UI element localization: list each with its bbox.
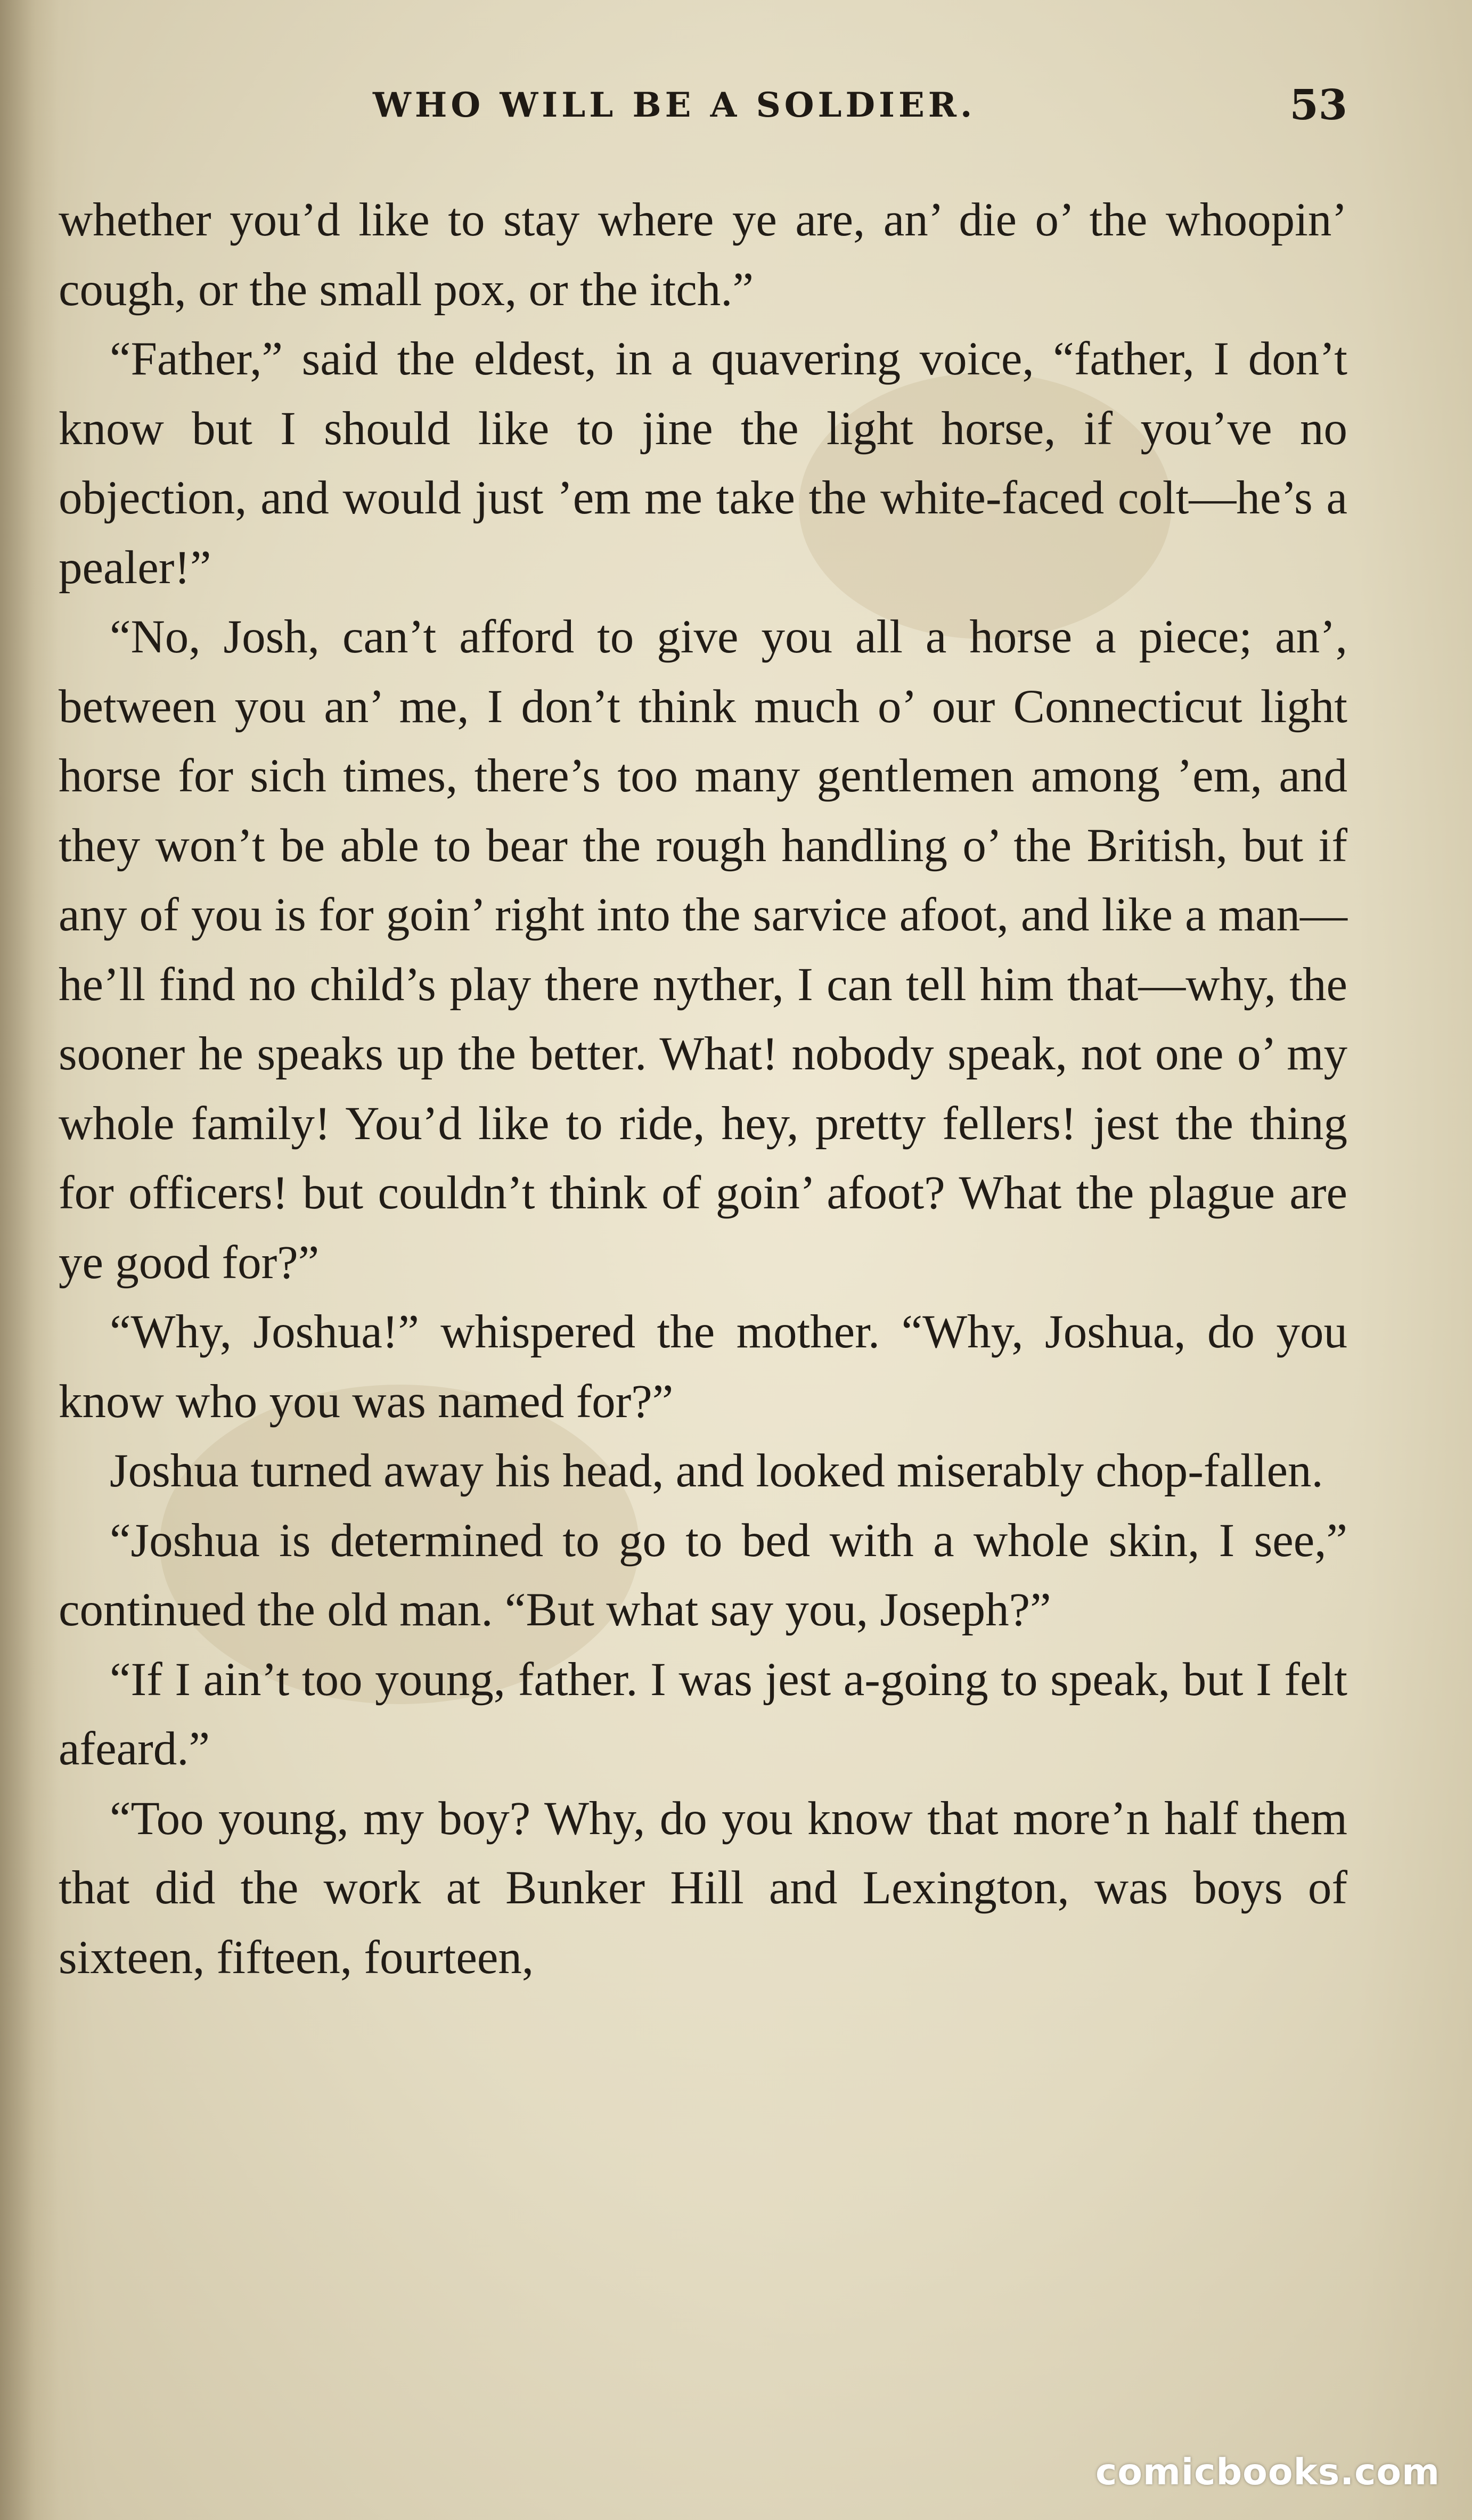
paragraph: “Joshua is determined to go to bed with a whole skin, I see,” continued the old man. “But what say you, Joseph?” — [59, 1514, 1347, 1636]
paragraph: “Father,” said the eldest, in a quavering voice, “father, I don’t know but I should like to jine the light horse, if you’ve no objection, and would just ’em me take the white-faced colt—he’s a pealer!” — [59, 333, 1347, 594]
paragraph: “If I ain’t too young, father. I was jest a-going to speak, but I felt afeard.” — [59, 1653, 1347, 1775]
paragraph: Joshua turned away his head, and looked miserably chop-fallen. — [110, 1445, 1323, 1497]
paragraph: “Why, Joshua!” whispered the mother. “Why, Joshua, do you know who you was named for?” — [59, 1306, 1347, 1428]
page-number: 53 — [1289, 81, 1347, 129]
paragraph: “No, Josh, can’t afford to give you all a horse a piece; an’, between you an’ me, I don’t think much o’ our Connecticut light horse for sich times, there’s too many gentlemen among ’em, and they won’t be able to bear the rough handling o’ the British, but if any of you is for goin’ right into the sarvice afoot, and like a man—he’ll find no child’s play there nyther, I can tell him that—why, the sooner he speaks up the better. What! nobody speak, not one o’ my whole family! You’d like to ride, hey, pretty fellers! jest the thing for officers! but couldn’t think of goin’ afoot? What the plague are ye good for?” — [59, 611, 1347, 1289]
body-text — [59, 185, 1347, 1992]
page-binding-edge — [0, 0, 59, 2520]
page-header — [53, 81, 1347, 149]
watermark: comicbooks.com — [1095, 2451, 1440, 2493]
running-head: WHO WILL BE A SOLDIER. — [373, 85, 976, 125]
paragraph: whether you’d like to stay where ye are, an’ die o’ the whoopin’ cough, or the small pox, or the itch.” — [59, 194, 1347, 316]
paragraph: “Too young, my boy? Why, do you know that more’n half them that did the work at Bunker Hill and Lexington, was boys of sixteen, fifteen, fourteen, — [59, 1792, 1347, 1984]
